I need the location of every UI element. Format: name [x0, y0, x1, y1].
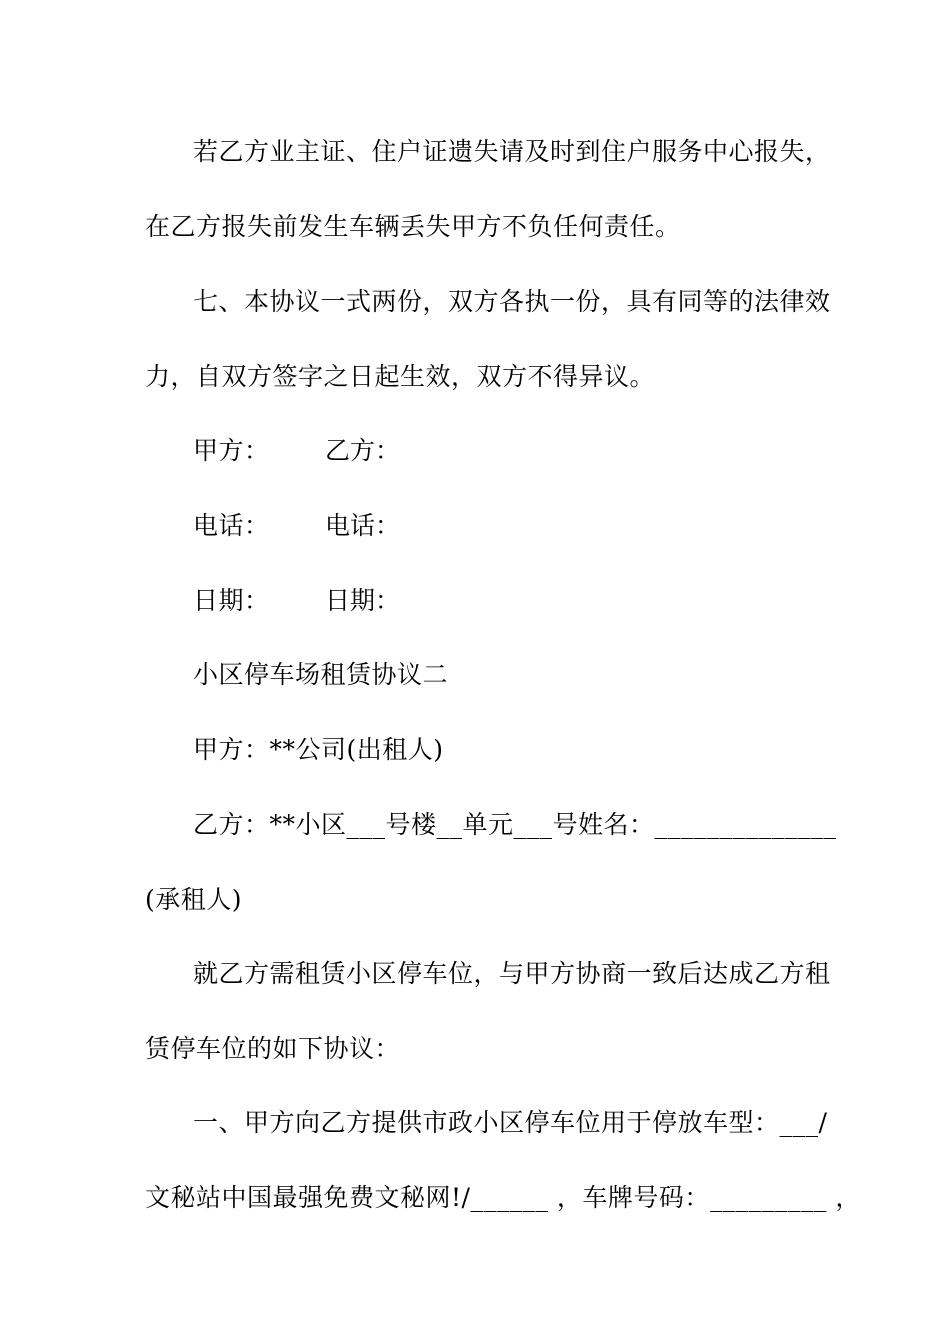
date-b-label: 日期： — [325, 586, 401, 615]
phone-a-label: 电话： — [193, 511, 270, 540]
intro-line: 就乙方需租赁小区停车位，与甲方协商一致后达成乙方租 — [193, 959, 831, 988]
paragraph-line: 若乙方业主证、住户证遗失请及时到住户服务中心报失， — [193, 137, 831, 166]
agreement-title: 小区停车场租赁协议二 — [193, 660, 449, 689]
party-b-line: 乙方：**小区___号楼__单元___号姓名：______________ — [193, 810, 837, 839]
intro-line: 赁停车位的如下协议： — [145, 1034, 401, 1063]
paragraph-line: 七、本协议一式两份，双方各执一份，具有同等的法律效 — [193, 287, 831, 316]
party-b-role: (承租人) — [145, 885, 243, 914]
party-a-line: 甲方：**公司(出租人) — [193, 735, 444, 764]
clause-line: 文秘站中国最强免费文秘网!/______ ，车牌号码：_________ ， — [145, 1183, 861, 1212]
paragraph-line: 力，自双方签字之日起生效，双方不得异议。 — [145, 362, 656, 391]
phone-b-label: 电话： — [325, 511, 401, 540]
party-a-label: 甲方： — [193, 436, 270, 465]
party-b-label: 乙方： — [325, 436, 401, 465]
clause-line: 一、甲方向乙方提供市政小区停车位用于停放车型：___/ — [193, 1108, 828, 1137]
date-a-label: 日期： — [193, 586, 270, 615]
paragraph-line: 在乙方报失前发生车辆丢失甲方不负任何责任。 — [145, 212, 681, 241]
